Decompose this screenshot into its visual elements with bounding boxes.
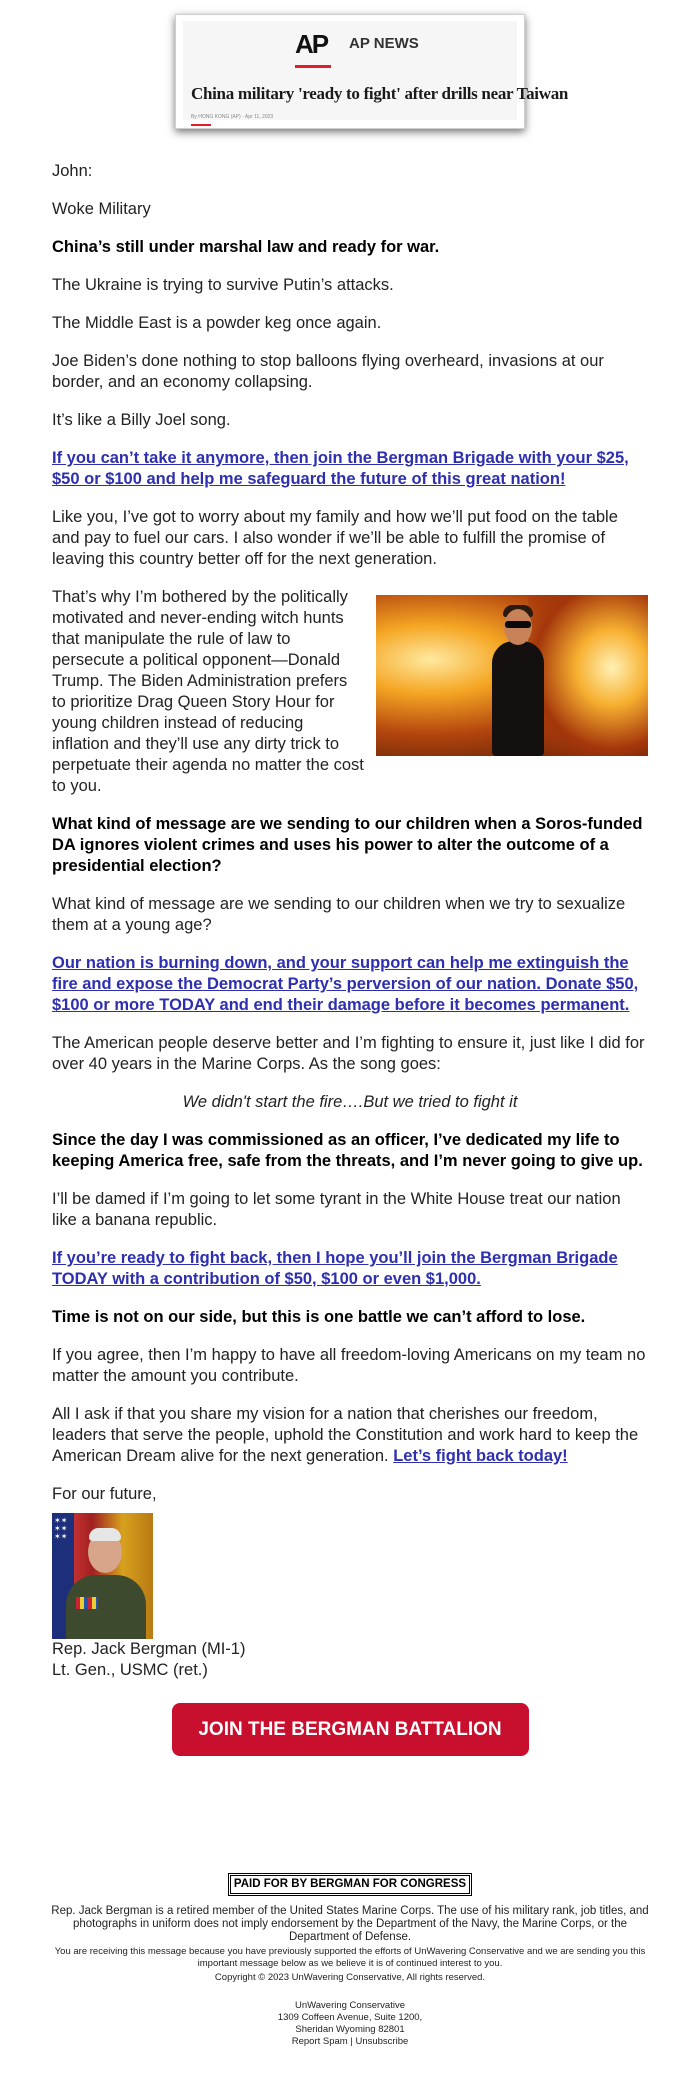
join-battalion-button[interactable]: JOIN THE BERGMAN BATTALION bbox=[172, 1703, 529, 1756]
bergman-portrait bbox=[52, 1513, 153, 1639]
copyright: Copyright © 2023 UnWavering Conservative, All rights reserved. bbox=[214, 1972, 486, 1983]
song-quote: We didn't start the fire….But we tried to fight it bbox=[182, 1093, 518, 1111]
signature-block bbox=[52, 1639, 648, 1681]
donate-link-brigade[interactable]: If you can’t take it anymore, then join the Bergman Brigade with your $25, $50 or $100 and help me safeguard the future of this great nation! bbox=[52, 449, 629, 488]
signature-name: Rep. Jack Bergman (MI-1) bbox=[52, 1640, 246, 1658]
paragraph-vision bbox=[52, 1404, 648, 1467]
greeting: John: bbox=[52, 162, 93, 180]
paid-for-box: PAID FOR BY BERGMAN FOR CONGRESS bbox=[228, 1873, 472, 1896]
ap-accent-bar bbox=[191, 124, 211, 126]
paragraph-witch-hunts bbox=[52, 587, 648, 797]
vision-text: All I ask if that you share my vision for a nation that cherishes our freedom, leaders that serve the people, uphold the Constitution and work hard to keep the American Dream alive for the next generation. bbox=[52, 1405, 639, 1465]
paragraph-time: Time is not on our side, but this is one battle we can’t afford to lose. bbox=[52, 1308, 586, 1326]
email-body bbox=[0, 14, 700, 2048]
paragraph-china: China’s still under marshal law and ready for war. bbox=[52, 238, 440, 256]
ap-card-inner bbox=[183, 21, 569, 120]
cta-paragraph-2 bbox=[52, 953, 648, 1016]
paragraph-marine-corps: The American people deserve better and I’m fighting to ensure it, just like I did for over 40 years in the Marine Corps. As the song goes: bbox=[52, 1034, 645, 1073]
portrait-ribbons bbox=[76, 1597, 98, 1609]
signature-title: Lt. Gen., USMC (ret.) bbox=[52, 1661, 208, 1679]
mailing-address bbox=[50, 2000, 650, 2048]
figure-sunglasses bbox=[505, 621, 531, 628]
paragraph-sexualize: What kind of message are we sending to our children when we try to sexualize them at a young age? bbox=[52, 895, 626, 934]
org-name: UnWavering Conservative bbox=[295, 2000, 405, 2011]
address-line-1: 1309 Coffeen Avenue, Suite 1200, bbox=[277, 2012, 423, 2023]
paragraph-commissioned: Since the day I was commissioned as an officer, I’ve dedicated my life to keeping America free, safe from the threats, and I’m never going to give up. bbox=[52, 1131, 643, 1170]
report-spam-link[interactable]: Report Spam bbox=[291, 2036, 348, 2047]
fire-photo[interactable] bbox=[376, 595, 648, 756]
link-separator: | bbox=[350, 2036, 353, 2047]
witch-hunts-text: That’s why I’m bothered by the politically motivated and never-ending witch hunts that manipulate the rule of law to persecute a political opponent—Donald Trump. The Biden Administration prefers to prioritize Drag Queen Story Hour for young children instead of reducing inflation and they’ll use any dirty trick to perpetuate their agenda no matter the cost to you. bbox=[52, 588, 364, 795]
paragraph-middle-east: The Middle East is a powder keg once again. bbox=[52, 314, 382, 332]
ap-byline: By HONG KONG (AP) · Apr 11, 2023 bbox=[191, 114, 274, 120]
ap-logo: AP bbox=[295, 29, 328, 59]
ap-headline: China military 'ready to fight' after drills near Taiwan bbox=[191, 84, 569, 103]
button-container bbox=[0, 1703, 700, 1756]
military-disclaimer: Rep. Jack Bergman is a retired member of the United States Marine Corps. The use of his military rank, job titles, and photographs in uniform does not imply endorsement by the Department of the Navy, the Marine Corps, or the Department of Defense. bbox=[51, 1905, 649, 1943]
footer bbox=[0, 1873, 700, 2048]
paragraph-tyrant: I’ll be damed if I’m going to let some tyrant in the White House treat our nation like a banana republic. bbox=[52, 1190, 621, 1229]
paragraph-agree: If you agree, then I’m happy to have all freedom-loving Americans on my team no matter the amount you contribute. bbox=[52, 1346, 646, 1385]
closing: For our future, bbox=[52, 1485, 157, 1503]
cta-paragraph-3 bbox=[52, 1248, 648, 1290]
paragraph-billy-joel: It’s like a Billy Joel song. bbox=[52, 411, 231, 429]
portrait-hair bbox=[89, 1528, 121, 1541]
fire-flames bbox=[528, 595, 648, 756]
paragraph-ukraine: The Ukraine is trying to survive Putin’s attacks. bbox=[52, 276, 394, 294]
cta-paragraph-1 bbox=[52, 448, 648, 490]
fight-back-link[interactable]: Let’s fight back today! bbox=[393, 1447, 568, 1465]
ap-news-header-image[interactable] bbox=[175, 14, 569, 129]
address-line-2: Sheridan Wyoming 82801 bbox=[295, 2024, 405, 2035]
ap-news-brand: AP NEWS bbox=[349, 35, 419, 52]
paragraph-soros: What kind of message are we sending to our children when a Soros-funded DA ignores violent crimes and uses his power to alter the outcome of a presidential election? bbox=[52, 815, 643, 875]
flag-stars: ✶✶ ✶✶ ✶✶ bbox=[54, 1516, 68, 1541]
ap-logo-underline bbox=[295, 65, 331, 68]
letter-content bbox=[0, 161, 700, 1681]
receiving-notice: You are receiving this message because you have previously supported the efforts of UnWavering Conservative and we are sending you this important message below as we believe it is of continued interest to you. bbox=[54, 1946, 646, 1969]
unsubscribe-link[interactable]: Unsubscribe bbox=[355, 2036, 409, 2047]
paragraph-family: Like you, I’ve got to worry about my family and how we’ll put food on the table and pay to fuel our cars. I also wonder if we’ll be able to fulfill the promise of leaving this country better off for the next generation. bbox=[52, 508, 618, 568]
figure-body bbox=[492, 641, 544, 756]
donate-link-extinguish[interactable]: Our nation is burning down, and your support can help me extinguish the fire and expose the Democrat Party’s perversion of our nation. Donate $50, $100 or more TODAY and end their damage before it becomes permanent. bbox=[52, 954, 639, 1014]
subject-line: Woke Military bbox=[52, 200, 151, 218]
paragraph-biden: Joe Biden’s done nothing to stop balloons flying overheard, invasions at our border, and an economy collapsing. bbox=[52, 352, 604, 391]
donate-link-fight-back[interactable]: If you’re ready to fight back, then I hope you’ll join the Bergman Brigade TODAY with a contribution of $50, $100 or even $1,000. bbox=[52, 1249, 618, 1288]
